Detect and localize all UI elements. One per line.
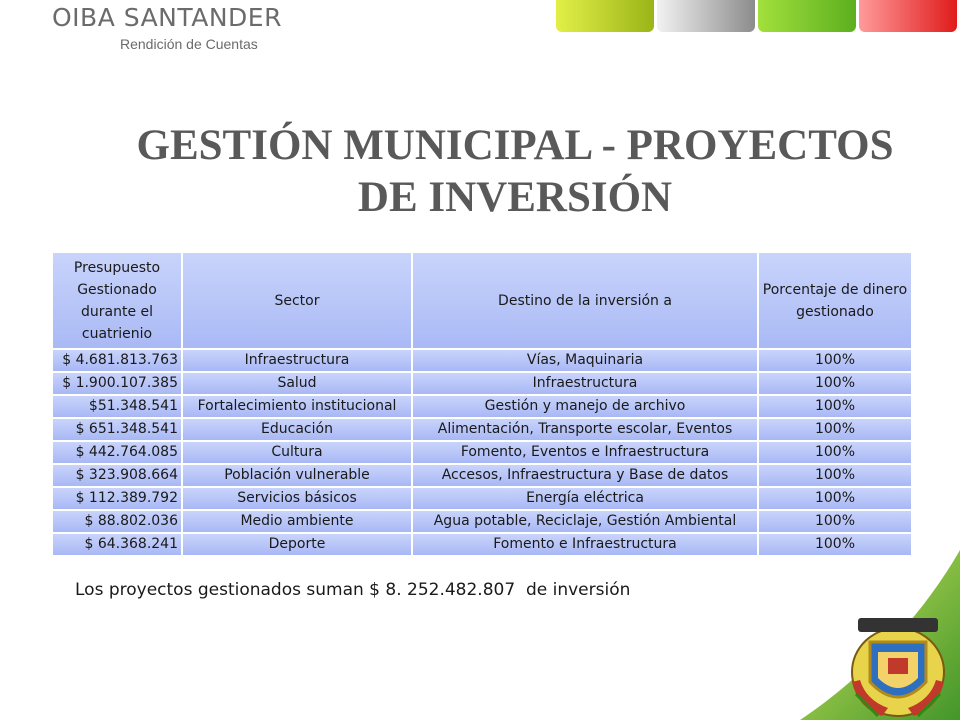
table-row bbox=[52, 395, 912, 418]
cell-percentage: 100% bbox=[758, 395, 912, 418]
cell-budget: $ 323.908.664 bbox=[52, 464, 182, 487]
table-row bbox=[52, 510, 912, 533]
cell-percentage: 100% bbox=[758, 372, 912, 395]
brand-subtitle: Rendición de Cuentas bbox=[120, 36, 258, 52]
header-sector: Sector bbox=[182, 252, 412, 349]
cell-percentage: 100% bbox=[758, 418, 912, 441]
page-title-line1: GESTIÓN MUNICIPAL - PROYECTOS bbox=[136, 122, 894, 169]
table-row bbox=[52, 418, 912, 441]
cell-destination: Energía eléctrica bbox=[412, 487, 758, 510]
table-row bbox=[52, 372, 912, 395]
cell-sector: Deporte bbox=[182, 533, 412, 556]
cell-budget: $ 651.348.541 bbox=[52, 418, 182, 441]
cell-budget: $ 1.900.107.385 bbox=[52, 372, 182, 395]
cell-destination: Infraestructura bbox=[412, 372, 758, 395]
table-row bbox=[52, 441, 912, 464]
cell-budget: $ 88.802.036 bbox=[52, 510, 182, 533]
cell-sector: Salud bbox=[182, 372, 412, 395]
cell-sector: Servicios básicos bbox=[182, 487, 412, 510]
table-row bbox=[52, 487, 912, 510]
cell-destination: Agua potable, Reciclaje, Gestión Ambiental bbox=[412, 510, 758, 533]
cell-sector: Población vulnerable bbox=[182, 464, 412, 487]
cell-destination: Alimentación, Transporte escolar, Eventos bbox=[412, 418, 758, 441]
cell-percentage: 100% bbox=[758, 487, 912, 510]
cell-sector: Fortalecimiento institucional bbox=[182, 395, 412, 418]
cell-budget: $ 442.764.085 bbox=[52, 441, 182, 464]
cell-destination: Gestión y manejo de archivo bbox=[412, 395, 758, 418]
cell-budget: $ 112.389.792 bbox=[52, 487, 182, 510]
table-header-row bbox=[52, 252, 912, 349]
color-tabs bbox=[556, 0, 957, 32]
page-title bbox=[100, 120, 930, 224]
cell-sector: Cultura bbox=[182, 441, 412, 464]
cell-sector: Educación bbox=[182, 418, 412, 441]
investment-table bbox=[52, 252, 912, 556]
tab-red bbox=[859, 0, 957, 32]
page-title-line2: DE INVERSIÓN bbox=[357, 174, 673, 221]
table-body bbox=[52, 349, 912, 556]
cell-percentage: 100% bbox=[758, 441, 912, 464]
cell-percentage: 100% bbox=[758, 464, 912, 487]
tab-green bbox=[556, 0, 654, 32]
table-row bbox=[52, 349, 912, 372]
cell-percentage: 100% bbox=[758, 349, 912, 372]
tab-lime bbox=[758, 0, 856, 32]
tab-gray bbox=[657, 0, 755, 32]
brand-title: OIBA SANTANDER bbox=[52, 3, 282, 32]
cell-budget: $ 64.368.241 bbox=[52, 533, 182, 556]
summary-text: Los proyectos gestionados suman $ 8. 252.482.807 de inversión bbox=[75, 580, 631, 600]
cell-destination: Fomento, Eventos e Infraestructura bbox=[412, 441, 758, 464]
table-row bbox=[52, 533, 912, 556]
cell-budget: $51.348.541 bbox=[52, 395, 182, 418]
header-percentage: Porcentaje de dinero gestionado bbox=[758, 252, 912, 349]
cell-percentage: 100% bbox=[758, 533, 912, 556]
cell-destination: Fomento e Infraestructura bbox=[412, 533, 758, 556]
cell-sector: Medio ambiente bbox=[182, 510, 412, 533]
cell-destination: Vías, Maquinaria bbox=[412, 349, 758, 372]
header-budget: Presupuesto Gestionado durante el cuatrienio bbox=[52, 252, 182, 349]
cell-sector: Infraestructura bbox=[182, 349, 412, 372]
cell-budget: $ 4.681.813.763 bbox=[52, 349, 182, 372]
header-destination: Destino de la inversión a bbox=[412, 252, 758, 349]
brand-header bbox=[52, 2, 292, 52]
coat-of-arms-icon bbox=[848, 612, 948, 720]
table-row bbox=[52, 464, 912, 487]
cell-destination: Accesos, Infraestructura y Base de datos bbox=[412, 464, 758, 487]
cell-percentage: 100% bbox=[758, 510, 912, 533]
